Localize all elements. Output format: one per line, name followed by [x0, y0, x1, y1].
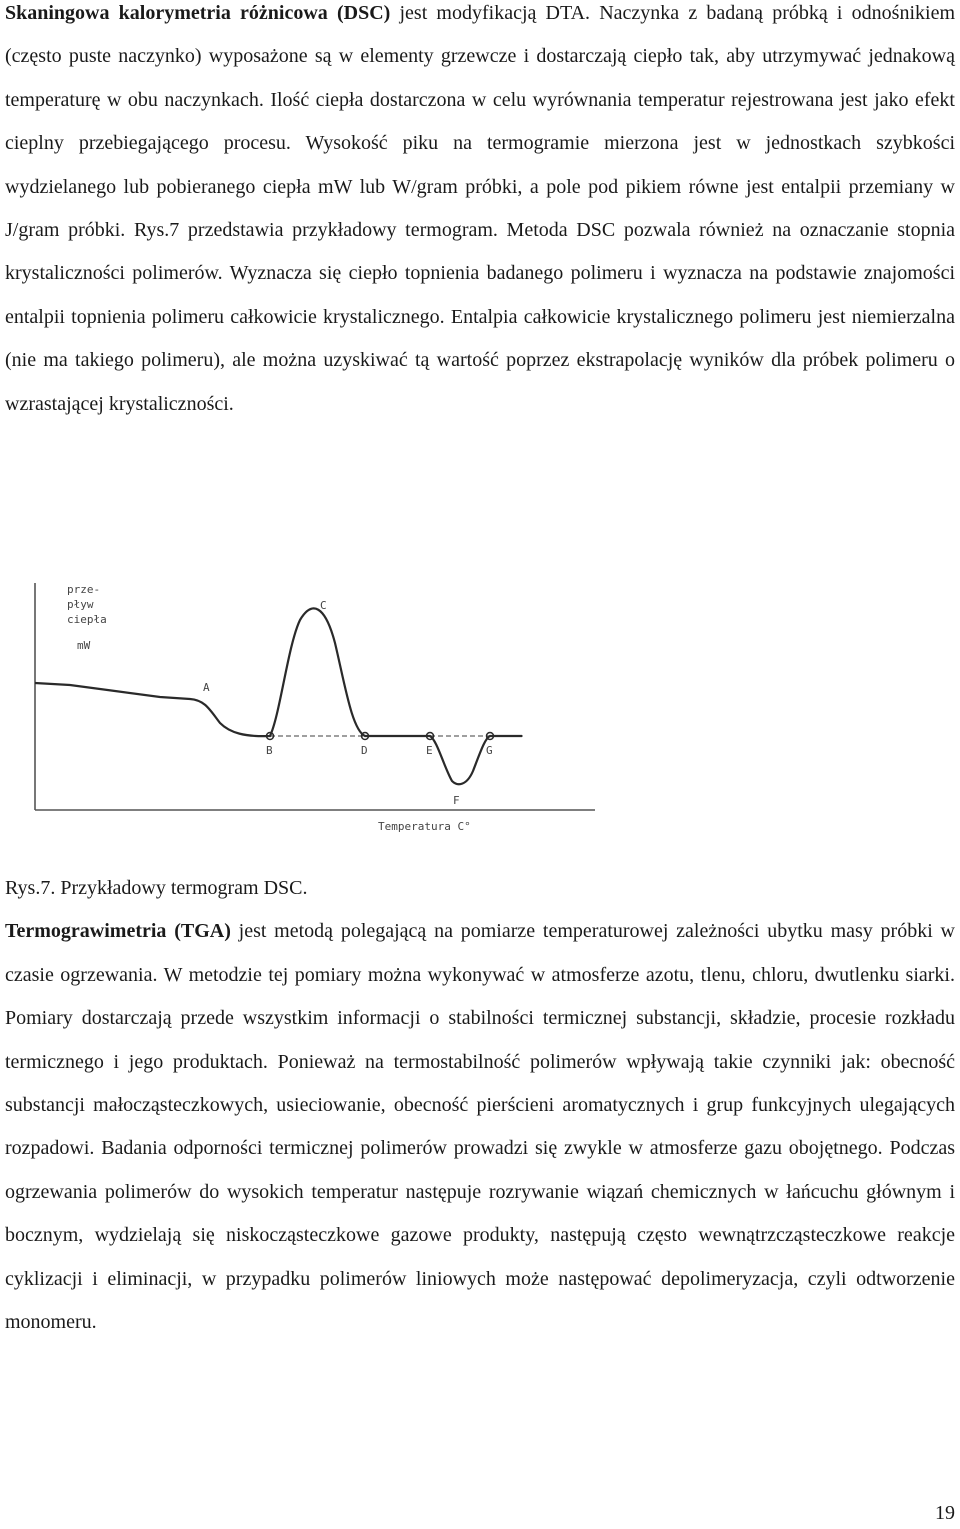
dsc-thermogram-figure	[30, 525, 610, 845]
tga-text: jest metodą polegającą na pomiarze temperaturowej zależności ubytku masy próbki w czasie ogrzewania. W metodzie tej pomiary można wykonywać w atmosferze azotu, tlenu, chloru, dwutlenku siarki. Pomiary dostarczają przede wszystkim informacji o stabilności termicznej substancji, składzie, procesie rozkładu termicznego i jego produktach. Ponieważ na termostabilność polimerów wpływają takie czynniki jak: obecność substancji małocząsteczkowych, usieciowanie, obecność pierścieni aromatycznych i grup funkcyjnych ulegających rozpadowi. Badania odporności termicznej polimerów prowadzi się zwykle w atmosferze gazu obojętnego. Podczas ogrzewania polimerów do wysokich temperatur następuje rozrywanie wiązań chemicznych w łańcuchu głównym i bocznym, wydzielają się niskocząsteczkowe gazowe produkty, następują często wewnątrzcząsteczkowe reakcje cyklizacji i eliminacji, w przypadku polimerów liniowych może następować depolimeryzacja, czyli odtworzenie monomeru.	[5, 920, 955, 1334]
dsc-term: Skaningowa kalorymetria różnicowa (DSC)	[5, 2, 391, 24]
thermogram-curve	[35, 608, 522, 784]
y-label-line-3: ciepła	[67, 613, 107, 626]
dsc-paragraph	[5, 0, 955, 426]
page-number: 19	[935, 1502, 955, 1524]
point-label-b: B	[266, 744, 273, 757]
point-label-g: G	[486, 744, 493, 757]
point-label-a: A	[203, 681, 210, 694]
point-label-d: D	[361, 744, 368, 757]
point-label-c: C	[320, 599, 327, 612]
dsc-text: jest modyfikacją DTA. Naczynka z badaną próbką i odnośnikiem (często puste naczynko) wyposażone są w elementy grzewcze i dostarczają ciepło tak, aby utrzymywać jednakową temperaturę w obu naczynkach. Ilość ciepła dostarczona w celu wyrównania temperatur rejestrowana jest jako efekt cieplny przebiegającego procesu. Wysokość piku na termogramie mierzona jest w jednostkach szybkości wydzielanego lub pobieranego ciepła mW lub W/gram próbki, a pole pod pikiem równe jest entalpii przemiany w J/gram próbki. Rys.7 przedstawia przykładowy termogram. Metoda DSC pozwala również na oznaczanie stopnia krystaliczności polimerów. Wyznacza się ciepło topnienia badanego polimeru i wyznacza na podstawie znajomości entalpii topnienia polimeru całkowicie krystalicznego. Entalpia całkowicie krystalicznego polimeru jest niemierzalna (nie ma takiego polimeru), ale można uzyskiwać tą wartość poprzez ekstrapolację wyników dla próbek polimeru o wzrastającej krystaliczności.	[5, 2, 955, 415]
tga-section	[5, 867, 955, 1344]
y-label-line-2: pływ	[67, 598, 94, 611]
figure-caption: Rys.7. Przykładowy termogram DSC.	[5, 877, 308, 899]
x-axis-label: Temperatura C°	[378, 820, 471, 833]
y-label-line-1: prze-	[67, 583, 101, 596]
tga-term: Termograwimetria (TGA)	[5, 920, 231, 943]
point-label-f: F	[453, 794, 460, 807]
point-label-e: E	[426, 744, 433, 757]
y-label-unit: mW	[77, 639, 91, 652]
thermogram-svg	[30, 525, 610, 845]
